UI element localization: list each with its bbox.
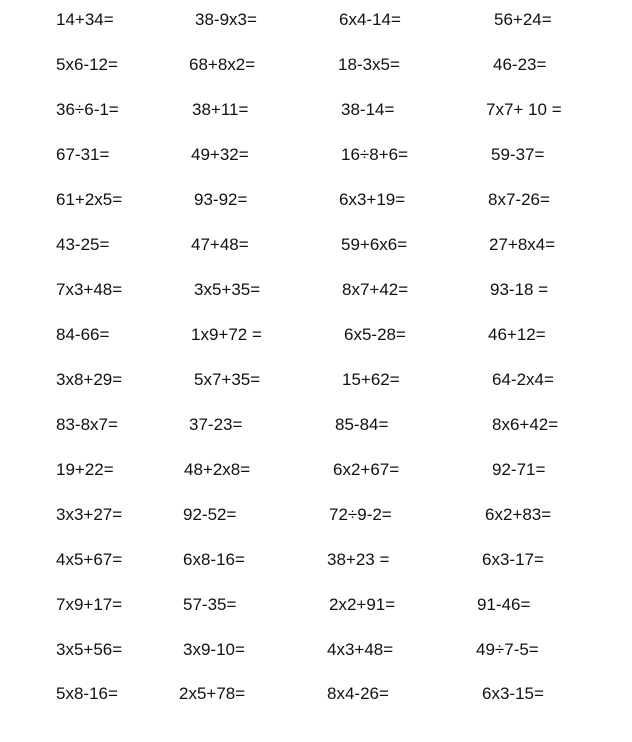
math-problem: 8x7-26=: [488, 190, 550, 209]
math-problem: 3x9-10=: [183, 640, 245, 659]
math-problem: 6x3+19=: [339, 190, 406, 209]
math-problem: 8x7+42=: [342, 280, 409, 299]
math-problem: 8x4-26=: [327, 684, 389, 703]
math-problem: 6x2+67=: [333, 460, 400, 479]
math-problem: 38+11=: [192, 100, 249, 119]
math-problem: 8x6+42=: [492, 415, 559, 434]
problem-row: [0, 230, 632, 260]
math-problem: 57-35=: [183, 595, 237, 614]
problem-row: [0, 545, 632, 575]
problem-row: [0, 365, 632, 395]
math-problem: 49+32=: [191, 145, 249, 164]
math-problem: 37-23=: [189, 415, 243, 434]
math-problem: 16÷8+6=: [341, 145, 409, 164]
math-problem: 91-46=: [477, 595, 531, 614]
problem-row: [0, 590, 632, 620]
math-problem: 27+8x4=: [489, 235, 556, 254]
math-problem: 18-3x5=: [338, 55, 400, 74]
math-problem: 84-66=: [56, 325, 110, 344]
math-problem: 59-37=: [491, 145, 545, 164]
math-problem: 38-9x3=: [195, 10, 257, 29]
math-problem: 83-8x7=: [56, 415, 118, 434]
math-problem: 3x8+29=: [56, 370, 123, 389]
math-problem: 3x5+56=: [56, 640, 123, 659]
math-problem: 7x9+17=: [56, 595, 123, 614]
math-problem: 6x4-14=: [339, 10, 401, 29]
math-problem: 72÷9-2=: [329, 505, 392, 524]
problem-row: [0, 140, 632, 170]
math-problem: 56+24=: [494, 10, 552, 29]
math-problem: 36÷6-1=: [56, 100, 119, 119]
math-problem: 2x5+78=: [179, 684, 246, 703]
problem-row: [0, 320, 632, 350]
math-problem: 3x3+27=: [56, 505, 123, 524]
math-problem: 2x2+91=: [329, 595, 396, 614]
math-problem: 6x8-16=: [183, 550, 245, 569]
math-problem: 92-71=: [492, 460, 546, 479]
math-problem: 49÷7-5=: [476, 640, 539, 659]
problem-row: [0, 5, 632, 35]
math-problem: 4x3+48=: [327, 640, 394, 659]
math-problem: 4x5+67=: [56, 550, 123, 569]
problem-row: [0, 50, 632, 80]
math-problem: 68+8x2=: [189, 55, 256, 74]
math-problem: 6x2+83=: [485, 505, 552, 524]
math-problem: 19+22=: [56, 460, 114, 479]
math-problem: 1x9+72 =: [191, 325, 262, 344]
math-problem: 61+2x5=: [56, 190, 123, 209]
math-problem: 67-31=: [56, 145, 110, 164]
math-problem: 6x5-28=: [344, 325, 406, 344]
math-problem: 5x6-12=: [56, 55, 118, 74]
problem-row: [0, 455, 632, 485]
math-problem: 93-92=: [194, 190, 248, 209]
math-problem: 46+12=: [488, 325, 546, 344]
math-problem: 43-25=: [56, 235, 110, 254]
math-problem: 46-23=: [493, 55, 547, 74]
problem-row: [0, 679, 632, 709]
math-problem: 93-18 =: [490, 280, 549, 299]
problem-row: [0, 635, 632, 665]
problem-row: [0, 95, 632, 125]
math-problem: 15+62=: [342, 370, 400, 389]
problem-row: [0, 410, 632, 440]
math-problem: 47+48=: [191, 235, 249, 254]
math-problem: 64-2x4=: [492, 370, 554, 389]
math-problem: 6x3-15=: [482, 684, 544, 703]
problem-row: [0, 275, 632, 305]
problem-row: [0, 185, 632, 215]
math-problem: 92-52=: [183, 505, 237, 524]
math-problem: 5x7+35=: [194, 370, 261, 389]
math-problem: 48+2x8=: [184, 460, 251, 479]
math-problem: 7x7+ 10 =: [486, 100, 562, 119]
math-problem: 5x8-16=: [56, 684, 118, 703]
problem-row: [0, 500, 632, 530]
math-problem: 14+34=: [56, 10, 114, 29]
math-problem: 38-14=: [341, 100, 395, 119]
math-problem: 3x5+35=: [194, 280, 261, 299]
math-problem: 38+23 =: [327, 550, 390, 569]
math-problem: 85-84=: [335, 415, 389, 434]
math-problem: 59+6x6=: [341, 235, 408, 254]
math-problem: 6x3-17=: [482, 550, 544, 569]
math-problem: 7x3+48=: [56, 280, 123, 299]
